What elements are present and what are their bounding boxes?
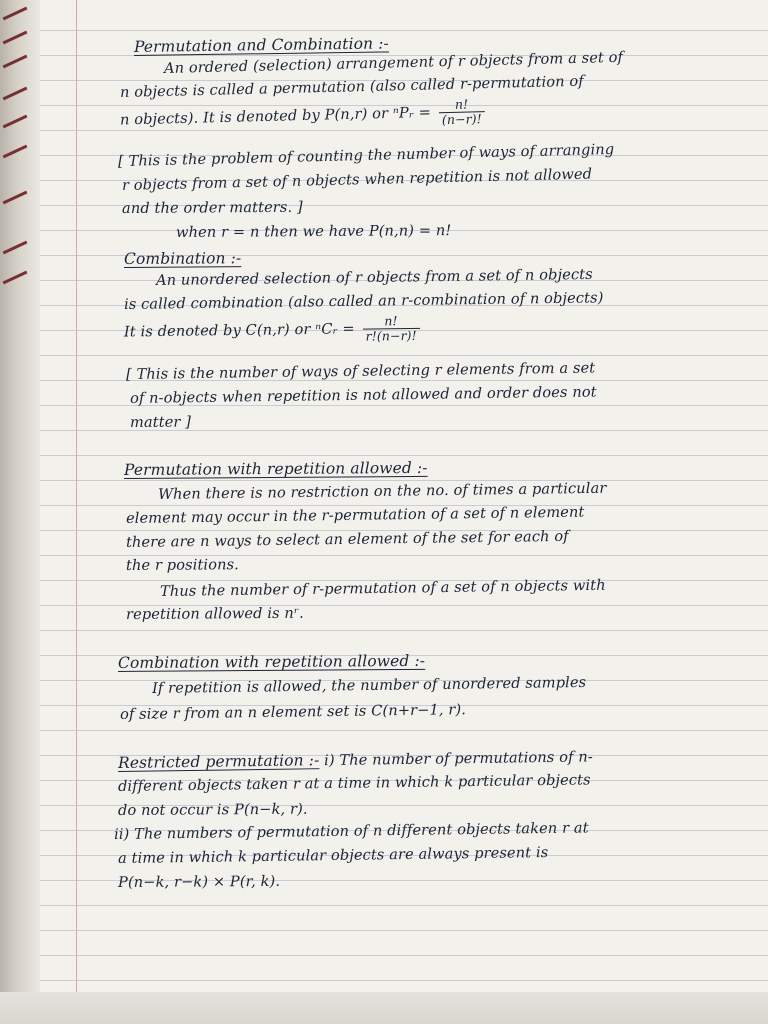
note-line: repetition allowed is nʳ. [125, 604, 304, 623]
formula-fraction [362, 314, 419, 344]
note-line: the r positions. [125, 556, 239, 574]
note-line: i) The number of permutations of n- [323, 748, 593, 770]
note-line: do not occur is P(n−k, r). [117, 800, 308, 819]
heading-combination-with-repetition: Combination with repetition allowed :- [117, 651, 426, 672]
note-line: If repetition is allowed, the number of unordered samples [151, 673, 587, 697]
note-line: n objects is called a permutation (also called r-permutation of [119, 72, 584, 101]
note-line: An unordered selection of r objects from a set of n objects [155, 265, 593, 289]
formula-denominator: (n−r)! [441, 111, 482, 128]
note-line: when r = n then we have P(n,n) = n! [175, 222, 452, 241]
note-line-with-formula [124, 314, 423, 347]
note-line: [ This is the problem of counting the number of ways of arranging [117, 140, 615, 170]
heading-restricted-permutation: Restricted permutation :- [117, 751, 320, 772]
note-line: different objects taken r at a time in which k particular objects [117, 771, 591, 795]
note-line: n objects). It is denoted by P(n,r) or [119, 104, 389, 129]
note-line: It is denoted by C(n,r) or [123, 320, 311, 341]
restricted-first-line [118, 747, 593, 772]
formula-numerator: n! [362, 314, 419, 330]
note-line: there are n ways to select an element of the set for each of [125, 527, 569, 551]
note-line: [ This is the number of ways of selecting r elements from a set [125, 359, 596, 383]
heading-permutation: Permutation and Combination :- [133, 34, 389, 56]
note-line: r objects from a set of n objects when repetition is not allowed [121, 165, 593, 194]
note-line: of size r from an n element set is C(n+r−1, r). [119, 701, 467, 723]
note-line: a time in which k particular objects are always present is [117, 843, 549, 867]
note-line: element may occur in the r-permutation of a set of n element [125, 503, 585, 527]
note-line: and the order matters. ] [121, 198, 303, 217]
page-bottom-edge [0, 992, 768, 1024]
note-line: matter ] [129, 413, 192, 431]
heading-permutation-with-repetition: Permutation with repetition allowed :- [123, 458, 428, 479]
formula-denominator: r!(n−r)! [365, 327, 417, 344]
note-line: is called combination (also called an r-combination of n objects) [123, 289, 604, 313]
note-line-with-formula [120, 97, 488, 135]
note-line: of n-objects when repetition is not allowed and order does not [129, 383, 597, 407]
formula-lhs: ⁿPᵣ = [392, 103, 432, 122]
note-line: When there is no restriction on the no. of times a particular [157, 479, 607, 503]
formula-fraction [438, 97, 485, 127]
formula-lhs: ⁿCᵣ = [315, 320, 355, 338]
note-line: An ordered (selection) arrangement of r objects from a set of [163, 48, 624, 77]
note-line: P(n−k, r−k) × P(r, k). [117, 872, 281, 891]
note-line: Thus the number of r-permutation of a set of n objects with [159, 576, 606, 600]
formula-numerator: n! [438, 97, 484, 113]
note-line: ii) The numbers of permutation of n different objects taken r at [113, 819, 589, 843]
heading-combination: Combination :- [123, 249, 242, 268]
